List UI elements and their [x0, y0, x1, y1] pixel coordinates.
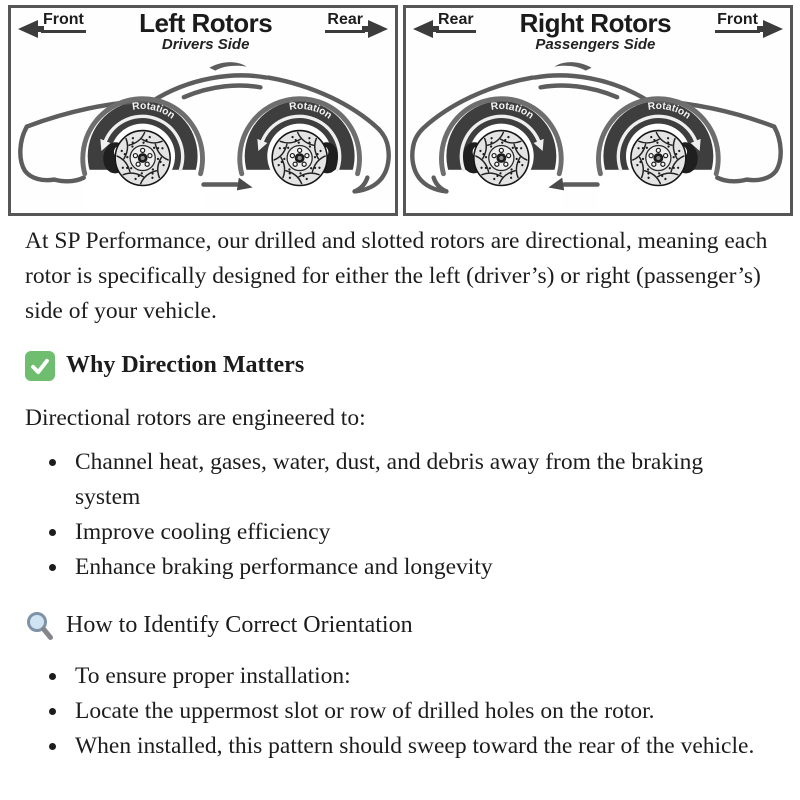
orientation-steps-list	[25, 659, 773, 764]
check-icon	[25, 351, 55, 381]
section-why-direction-matters	[25, 348, 773, 585]
rear-direction-label	[413, 11, 476, 33]
panel-title: Right Rotors	[519, 8, 672, 38]
magnifying-glass-icon	[25, 610, 55, 642]
panel-subtitle: Drivers Side	[161, 36, 250, 53]
list-item: • Channel heat, gases, water, dust, and debris away from the braking system	[69, 445, 773, 515]
direction-label-text: Rear	[325, 11, 365, 33]
arrow-left-icon	[18, 18, 44, 40]
direction-label-text: Front	[41, 11, 86, 33]
intro-paragraph: At SP Performance, our drilled and slotted rotors are directional, meaning each rotor is specifically designed for either the left (driver’s) or right (passenger’s) side of your vehicle.	[25, 228, 768, 324]
direction-label-text: Rear	[436, 11, 476, 33]
rotor-direction-diagram	[8, 5, 793, 216]
car-illustration-left	[11, 54, 395, 211]
section-identify-orientation	[25, 608, 773, 764]
panel-title: Left Rotors	[139, 8, 273, 38]
section-heading-text: Why Direction Matters	[66, 352, 305, 378]
panel-left-rotors	[8, 5, 398, 216]
panel-right-rotors	[403, 5, 793, 216]
rear-direction-label	[325, 11, 388, 33]
direction-label-text: Front	[715, 11, 760, 33]
section-heading	[25, 608, 773, 643]
list-item: • Enhance braking performance and longevity	[69, 550, 773, 585]
benefits-list	[25, 445, 773, 585]
front-direction-label	[715, 11, 783, 33]
section-lead: Directional rotors are engineered to:	[25, 405, 366, 431]
arrow-left-icon	[413, 18, 439, 40]
list-item: • Locate the uppermost slot or row of drilled holes on the rotor.	[69, 694, 773, 729]
list-item: • When installed, this pattern should sweep toward the rear of the vehicle.	[69, 729, 773, 764]
list-item: • Improve cooling efficiency	[69, 515, 773, 550]
car-illustration-right	[406, 54, 790, 211]
arrow-right-icon	[362, 18, 388, 40]
article-body	[25, 224, 773, 764]
panel-subtitle: Passengers Side	[535, 36, 656, 53]
front-direction-label	[18, 11, 86, 33]
section-heading	[25, 348, 773, 383]
arrow-right-icon	[757, 18, 783, 40]
section-heading-text: How to Identify Correct Orientation	[66, 612, 413, 638]
list-item: • To ensure proper installation:	[69, 659, 773, 694]
